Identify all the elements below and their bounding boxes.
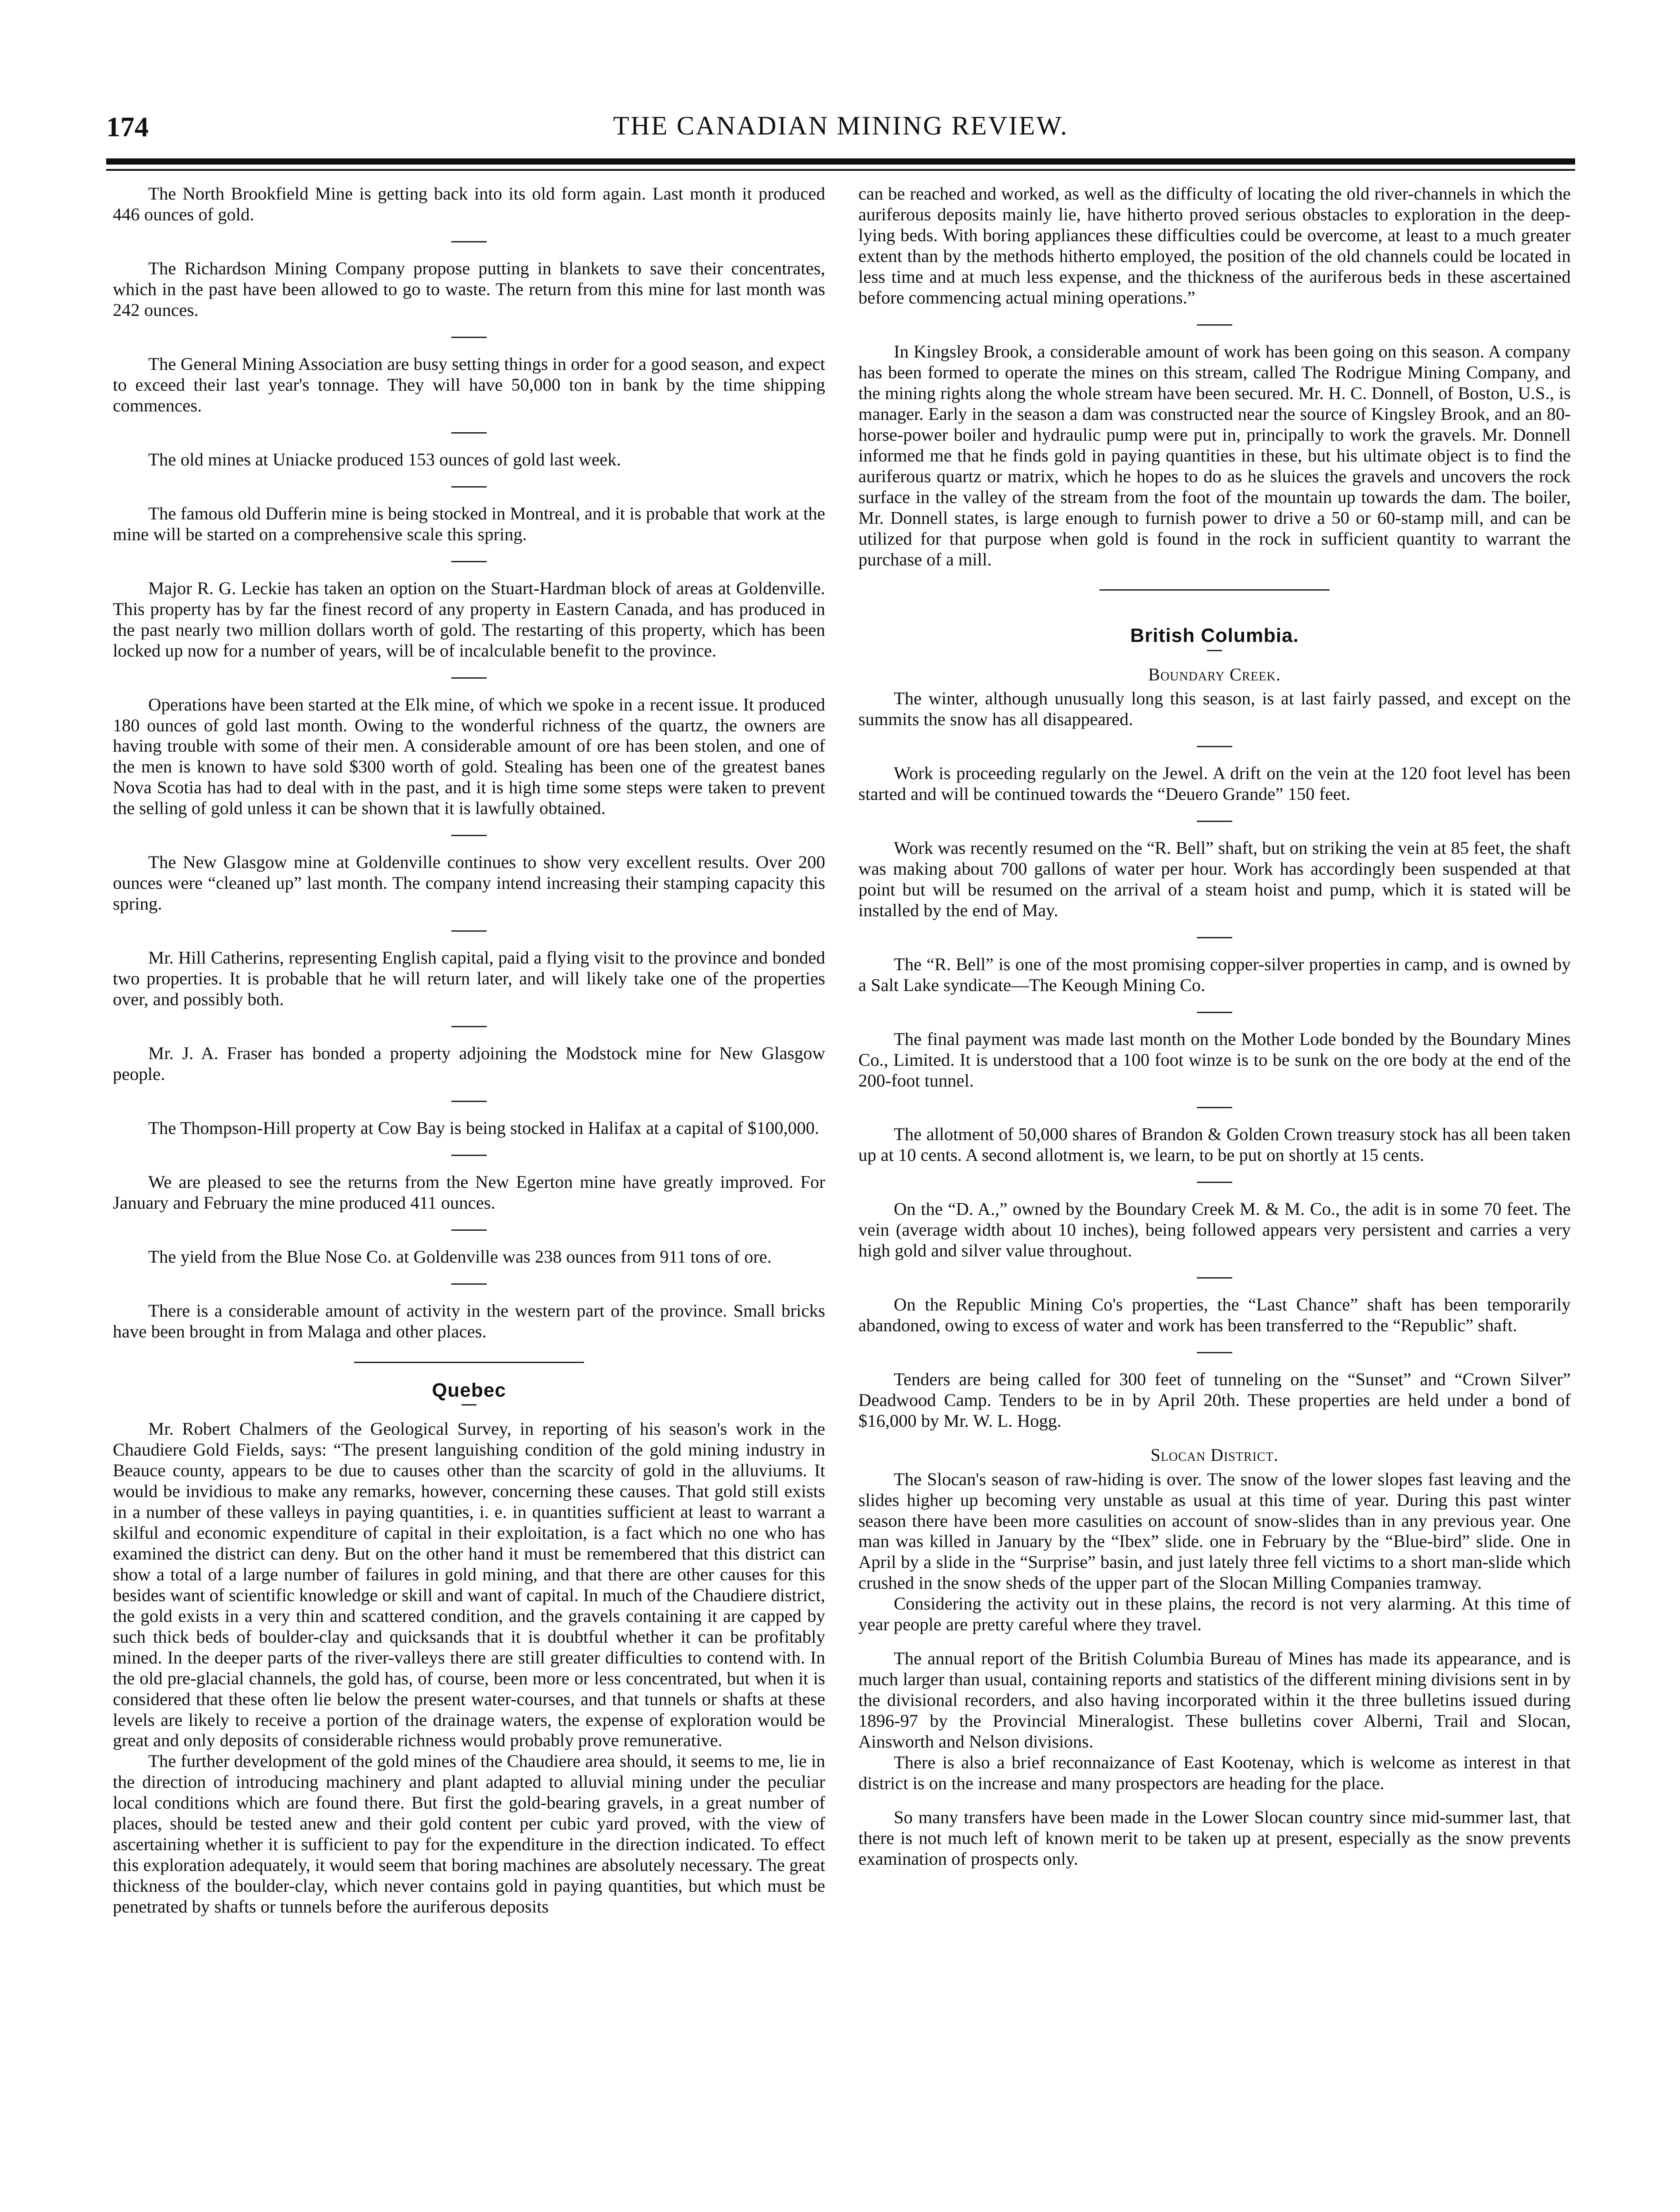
boundary-paragraph: Work was recently resumed on the “R. Bell” shaft, but on striking the vein at 85 feet, the shaft was making about 700 gallons of water per hour. Work has accordingly been suspended at that point but will be resumed on the arrival of a steam hoist and pump, which it is stated will be installed by the end of May. bbox=[858, 837, 1571, 920]
news-paragraph: The Richardson Mining Company propose putting in blankets to save their concentrates, which in the past have been allowed to go to waste. The return from this mine for last month was 242 ounces. bbox=[113, 258, 825, 320]
news-paragraph: We are pleased to see the returns from the New Egerton mine have greatly improved. For January and February the mine produced 411 ounces. bbox=[113, 1172, 825, 1213]
kingsley-paragraph: In Kingsley Brook, a considerable amount of work has been going on this season. A company has been formed to operate the mines on this stream, called The Rodrigue Mining Company, and the mining rights along the whole stream have been secured. Mr. H. C. Donnell, of Boston, U.S., is manager. Early in the season a dam was constructed near the source of Kingsley Brook, and an 80-horse-power boiler and hydraulic pump were put in, principally to work the gravels. Mr. Donnell informed me that he finds gold in paying quantities in these, but his ultimate object is to find the auriferous quartz or matrix, which he hopes to do as he sluices the gravels and uncovers the rock surface in the valley of the stream from the foot of the mountain up towards the dam. The boiler, Mr. Donnell states, is large enough to furnish power to drive a 50 or 60-stamp mill, and can be utilized for that purpose when gold is found in the rock in sufficient quantity to warrant the purchase of a mill. bbox=[858, 341, 1571, 569]
paragraph-separator bbox=[1197, 1107, 1232, 1108]
page-number: 174 bbox=[106, 111, 149, 142]
boundary-paragraph: The “R. Bell” is one of the most promising copper-silver properties in camp, and is owned by a Salt Lake syndicate—The Keough Mining Co. bbox=[858, 954, 1571, 995]
paragraph-separator bbox=[451, 337, 487, 338]
spacer bbox=[858, 1635, 1571, 1648]
spacer bbox=[858, 1794, 1571, 1807]
paragraph-separator bbox=[451, 1229, 487, 1231]
news-paragraph: The yield from the Blue Nose Co. at Goldenville was 238 ounces from 911 tons of ore. bbox=[148, 1247, 772, 1267]
slocan-district-heading: Slocan District. bbox=[1150, 1445, 1279, 1465]
paragraph-separator bbox=[1197, 937, 1232, 938]
boundary-paragraph: On the Republic Mining Co's properties, the “Last Chance” shaft has been temporarily abandoned, owing to excess of water and work has been transferred to the “Republic” shaft. bbox=[858, 1294, 1571, 1336]
news-paragraph: Operations have been started at the Elk mine, of which we spoke in a recent issue. It produced 180 ounces of gold last month. Owing to the wonderful richness of the quartz, the owners are having trouble with some of their men. A considerable amount of ore has been stolen, and one of the men is known to have sold $300 worth of gold. Stealing has been one of the greatest banes Nova Scotia has had to deal with in the past, and it is high time some steps were taken to prevent the selling of gold unless it can be shown that it is lawfully obtained. bbox=[113, 694, 825, 818]
news-paragraph: The famous old Dufferin mine is being stocked in Montreal, and it is probable that work at the mine will be started on a comprehensive scale this spring. bbox=[113, 503, 825, 544]
quebec-paragraph: Mr. Robert Chalmers of the Geological Survey, in reporting of his season's work in the Chaudiere Gold Fields, says: “The present languishing condition of the gold mining industry in Beauce county, appears to be due to causes other than the scarcity of gold in the alluviums. It would be invidious to make any remarks, however, concerning these causes. That gold still exists in a number of these valleys in paying quantities, i. e. in quantities sufficient at least to warrant a skilful and economic expenditure of capital in their exploitation, is a fact which no one who has examined the district can deny. But on the other hand it must be remembered that this district can show a total of a large number of failures in gold mining, and that there are other causes for this besides want of scientific knowledge or skill and want of capital. In much of the Chaudiere district, the gold exists in a very thin and scattered condition, and the gravels containing it are capped by such thick beds of boulder-clay and quicksands that it is doubtful whether it can be profitably mined. In the deeper parts of the river-valleys there are still greater difficulties to contend with. In the old pre-glacial channels, the gold has, of course, been more or less concentrated, but when it is considered that these often lie below the present water-courses, and that tunnels or shafts at these levels are likely to receive a portion of the drainage waters, the expense of exploration would be great and only deposits of considerable richness would probably prove remunerative. bbox=[113, 1418, 825, 1751]
right-column bbox=[858, 184, 1571, 2212]
paragraph-separator bbox=[451, 486, 487, 488]
quebec-paragraph: The further development of the gold mines of the Chaudiere area should, it seems to me, lie in the direction of introducing machinery and plant adapted to alluvial mining under the peculiar local conditions which are found there. But first the gold-bearing gravels, in a great number of places, should be tested anew and their gold content per cubic yard proved, with the view of ascertaining whether it is sufficient to pay for the expenditure in the direction indicated. To effect this exploration adequately, it would seem that boring machines are absolutely necessary. The great thickness of the boulder-clay, which never contains gold in paying quantities, but which must be penetrated by shafts or tunnels before the auriferous deposits bbox=[113, 1751, 825, 1917]
news-paragraph: Mr. Hill Catherins, representing English capital, paid a flying visit to the province and bonded two properties. It is probable that he will return later, and will likely take one of the properties over, and possibly both. bbox=[113, 948, 825, 1010]
paragraph-separator bbox=[451, 835, 487, 836]
section-rule bbox=[354, 1362, 584, 1363]
paragraph-separator bbox=[451, 241, 487, 242]
paragraph-separator bbox=[451, 1283, 487, 1285]
paragraph-separator bbox=[451, 432, 487, 434]
news-paragraph: The Thompson-Hill property at Cow Bay is being stocked in Halifax at a capital of $100,000. bbox=[148, 1118, 819, 1138]
news-paragraph: The General Mining Association are busy setting things in order for a good season, and expect to exceed their last year's tonnage. They will have 50,000 ton in bank by the time shipping commences. bbox=[113, 353, 825, 415]
spacer bbox=[858, 607, 1571, 620]
paragraph-separator bbox=[451, 1155, 487, 1156]
british-columbia-heading: British Columbia. bbox=[1130, 625, 1299, 647]
boundary-paragraph: The winter, although unusually long this season, is at last fairly passed, and except on the summits the snow has all disappeared. bbox=[858, 688, 1571, 729]
boundary-paragraph: Tenders are being called for 300 feet of tunneling on the “Sunset” and “Crown Silver” Deadwood Camp. Tenders to be in by April 20th. These properties are held under a bond of $16,000 by Mr. W. L. Hogg. bbox=[858, 1369, 1571, 1431]
paragraph-separator bbox=[451, 677, 487, 679]
masthead bbox=[106, 106, 1575, 155]
heading-dash bbox=[1207, 650, 1222, 651]
header-rule-thin bbox=[106, 169, 1575, 171]
paragraph-separator bbox=[451, 1101, 487, 1102]
paragraph-separator bbox=[1197, 324, 1232, 326]
news-paragraph: The North Brookfield Mine is getting back into its old form again. Last month it produced 446 ounces of gold. bbox=[113, 184, 825, 224]
heading-dash bbox=[461, 1404, 477, 1406]
slocan-paragraph: Considering the activity out in these plains, the record is not very alarming. At this time of year people are pretty careful where they travel. bbox=[858, 1594, 1571, 1635]
news-paragraph: The New Glasgow mine at Goldenville continues to show very excellent results. Over 200 ounces were “cleaned up” last month. The company intend increasing their stamping capacity this spring. bbox=[113, 852, 825, 914]
news-paragraph: Major R. G. Leckie has taken an option on the Stuart-Hardman block of areas at Goldenville. This property has by far the finest record of any property in Eastern Canada, and has produced in the past nearly two million dollars worth of gold. The restarting of this property, which has been locked up now for a number of years, will be of incalculable benefit to the province. bbox=[113, 578, 825, 661]
news-paragraph: There is a considerable amount of activity in the western part of the province. Small bricks have been brought in from Malaga and other places. bbox=[113, 1300, 825, 1341]
continuation-paragraph: can be reached and worked, as well as the difficulty of locating the old river-channels in which the auriferous deposits mainly lie, have hitherto proved serious obstacles to exploration in the deep-lying beds. With boring appliances these difficulties could be overcome, at least to a much greater extent than by the methods hitherto employed, the position of the old channels could be located in less time and at much less expense, and the thickness of the auriferous beds in these ascertained before commencing actual mining operations.” bbox=[858, 184, 1571, 307]
paragraph-separator bbox=[1197, 746, 1232, 747]
paragraph-separator bbox=[451, 561, 487, 562]
boundary-paragraph: The final payment was made last month on the Mother Lode bonded by the Boundary Mines Co., Limited. It is understood that a 100 foot winze is to be sunk on the ore body at the end of the 200-foot tunnel. bbox=[858, 1029, 1571, 1091]
slocan-paragraph: So many transfers have been made in the Lower Slocan country since mid-summer last, that there is not much left of known merit to be taken up at present, especially as the snow prevents examination of prospects only. bbox=[858, 1807, 1571, 1869]
paragraph-separator bbox=[1197, 821, 1232, 822]
slocan-paragraph: The Slocan's season of raw-hiding is over. The snow of the lower slopes fast leaving and the slides higher up becoming very unstable as usual at this time of year. During this past winter season there have been more casulities on account of snow-slides than in any previous year. One man was killed in January by the “Ibex” slide. one in February by the “Blue-bird” slide. One in April by a slide in the “Surprise” basin, and just lately three fell victims to a short man-slide which crushed in the snow sheds of the upper part of the Slocan Milling Companies tramway. bbox=[858, 1469, 1571, 1593]
boundary-paragraph: Work is proceeding regularly on the Jewel. A drift on the vein at the 120 foot level has been started and will be continued towards the “Deuero Grande” 150 feet. bbox=[858, 763, 1571, 804]
header-rule-thick bbox=[106, 158, 1575, 165]
journal-title: THE CANADIAN MINING REVIEW. bbox=[613, 111, 1069, 140]
paragraph-separator bbox=[1197, 1182, 1232, 1183]
quebec-heading: Quebec bbox=[432, 1379, 506, 1401]
paragraph-separator bbox=[1197, 1352, 1232, 1353]
left-column bbox=[113, 184, 825, 2212]
paragraph-separator bbox=[451, 1026, 487, 1027]
slocan-paragraph: The annual report of the British Columbia Bureau of Mines has made its appearance, and is much larger than usual, containing reports and statistics of the different mining divisions sent in by the divisional recorders, and also having incorporated within it the three bulletins issued during 1896-97 by the Provincial Mineralogist. These bulletins cover Alberni, Trail and Slocan, Ainsworth and Nelson divisions. bbox=[858, 1648, 1571, 1752]
slocan-paragraph: There is also a brief reconnaizance of East Kootenay, which is welcome as interest in that district is on the increase and many prospectors are heading for the place. bbox=[858, 1752, 1571, 1793]
boundary-paragraph: The allotment of 50,000 shares of Brandon & Golden Crown treasury stock has all been taken up at 10 cents. A second allotment is, we learn, to be put on shortly at 15 cents. bbox=[858, 1124, 1571, 1165]
news-paragraph: The old mines at Uniacke produced 153 ounces of gold last week. bbox=[148, 449, 621, 469]
boundary-paragraph: On the “D. A.,” owned by the Boundary Creek M. & M. Co., the adit is in some 70 feet. The vein (average width about 10 inches), being followed appears very persistent and carries a very high gold and silver value throughout. bbox=[858, 1199, 1571, 1261]
paragraph-separator bbox=[1197, 1012, 1232, 1013]
paragraph-separator bbox=[451, 930, 487, 932]
news-paragraph: Mr. J. A. Fraser has bonded a property adjoining the Modstock mine for New Glasgow people. bbox=[113, 1043, 825, 1084]
spacer bbox=[858, 1432, 1571, 1445]
boundary-creek-heading: Boundary Creek. bbox=[1148, 664, 1281, 684]
paragraph-separator bbox=[1197, 1277, 1232, 1279]
section-rule bbox=[1099, 589, 1330, 591]
